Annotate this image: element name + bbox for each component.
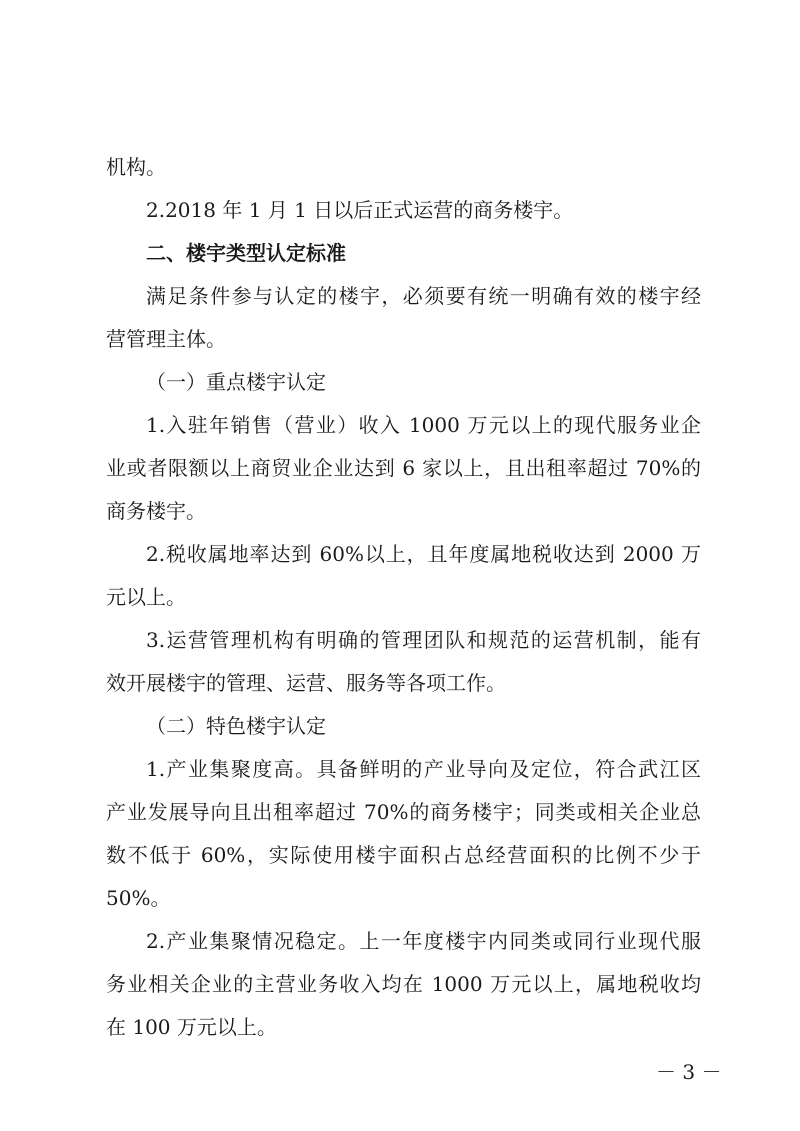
paragraph-intro-line: 满足条件参与认定的楼宇，必须要有统一明确有效的楼宇经 <box>146 284 701 308</box>
list-item-key-3-line: 3.运营管理机构有明确的管理团队和规范的运营机制，能有 <box>146 628 701 652</box>
page-number: － 3 － <box>656 1060 722 1084</box>
list-item-featured-2-line: 务业相关企业的主营业务收入均在 1000 万元以上，属地税收均 <box>106 972 701 996</box>
list-item-key-1-line: 1.入驻年销售（营业）收入 1000 万元以上的现代服务业企 <box>146 413 701 437</box>
paragraph-intro-line: 营管理主体。 <box>106 327 226 351</box>
subheading-key-buildings: （一）重点楼宇认定 <box>146 370 326 394</box>
section-heading-building-types: 二、楼宇类型认定标准 <box>146 241 346 265</box>
list-item-featured-1-line: 1.产业集聚度高。具备鲜明的产业导向及定位，符合武江区 <box>146 757 701 781</box>
list-item-featured-1-line: 产业发展导向且出租率超过 70%的商务楼宇；同类或相关企业总 <box>106 800 701 824</box>
list-item-featured-1-line: 数不低于 60%，实际使用楼宇面积占总经营面积的比例不少于 <box>106 843 701 867</box>
list-item-key-1-line: 业或者限额以上商贸业企业达到 6 家以上，且出租率超过 70%的 <box>106 456 701 480</box>
list-item-featured-1-line: 50%。 <box>106 886 171 910</box>
paragraph-continuation: 机构。 <box>106 155 166 179</box>
list-item-key-1-line: 商务楼宇。 <box>106 499 206 523</box>
list-item-operation-date: 2.2018 年 1 月 1 日以后正式运营的商务楼宇。 <box>146 198 574 222</box>
list-item-featured-2-line: 在 100 万元以上。 <box>106 1015 277 1039</box>
list-item-key-2-line: 2.税收属地率达到 60%以上，且年度属地税收达到 2000 万 <box>146 542 701 566</box>
list-item-key-2-line: 元以上。 <box>106 585 186 609</box>
list-item-featured-2-line: 2.产业集聚情况稳定。上一年度楼宇内同类或同行业现代服 <box>146 929 701 953</box>
subheading-featured-buildings: （二）特色楼宇认定 <box>146 714 326 738</box>
list-item-key-3-line: 效开展楼宇的管理、运营、服务等各项工作。 <box>106 671 506 695</box>
